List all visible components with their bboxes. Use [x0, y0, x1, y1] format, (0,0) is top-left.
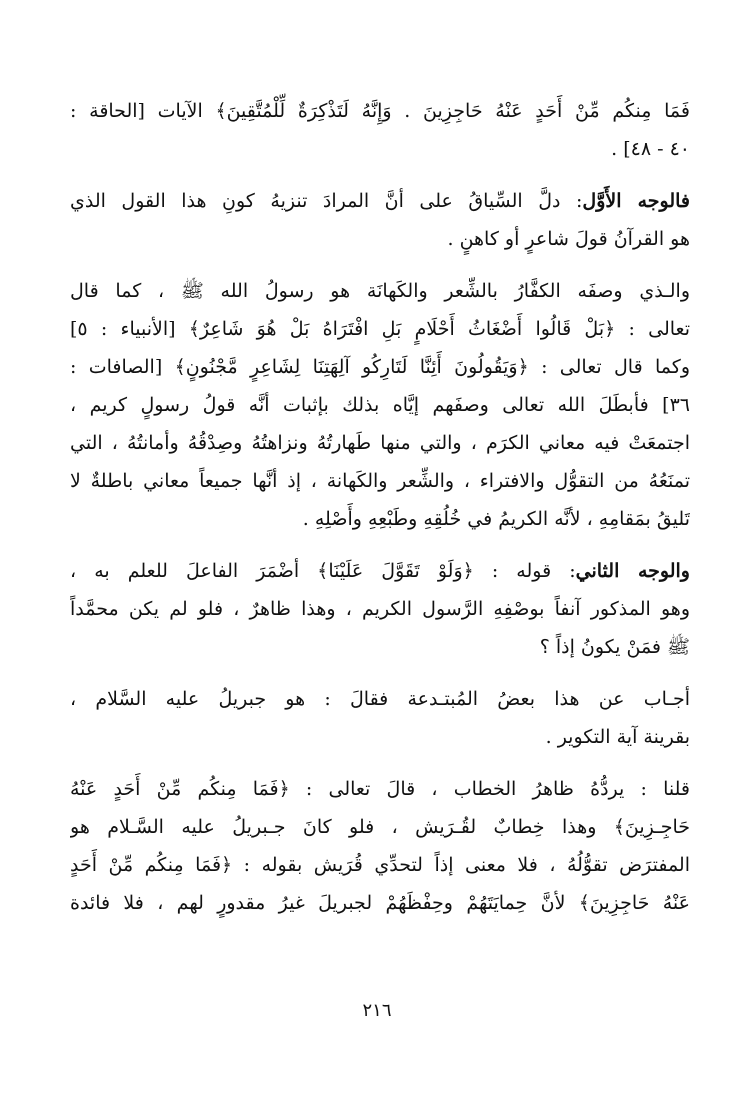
- paragraph-first-aspect: [70, 182, 690, 258]
- text-line: حَاجِـزِينَ﴾ وهذا خِطابٌ لقُـرَيش ، فلو كانَ جـبريلُ عليه السَّـلام هو: [70, 816, 690, 838]
- text-line: والـذي وصفَه الكفَّارُ بالشِّعر والكَهانَة هو رسولُ الله ﷺ ، كما قال: [70, 280, 690, 302]
- text-run: : دلَّ السِّياقُ على أنَّ المرادَ تنزيهُ كونِ هذا القول الذي: [70, 190, 583, 212]
- text-line: المفترَض تقوُّلُهُ ، فلا معنى إذاً لتحدِّي قُرَيش بقوله : ﴿فَمَا مِنكُم مِّنْ أَحَدٍ: [70, 854, 690, 876]
- text-line: تمنَعُهُ من التقوُّل والافتراء ، والشِّعر والكَهانة ، إذ أنَّها جميعاً معاني باطلةٌ لا: [70, 470, 690, 492]
- paragraph-heading: والوجه الثاني: [575, 560, 690, 582]
- paragraph-heading: فالوجه الأَوَّل: [582, 190, 690, 212]
- text-line: تعالى : ﴿بَلْ قَالُوا أَضْغَاثُ أَحْلَامٍ بَلِ افْتَرَاهُ بَلْ هُوَ شَاعِرٌ﴾ [الأنبياء : ٥]: [70, 318, 690, 340]
- text-run: : قوله : ﴿وَلَوْ تَقَوَّلَ عَلَيْنَا﴾ أضْمَرَ الفاعلَ للعلم به ،: [70, 560, 576, 582]
- text-line: ٤٠ - ٤٨] .: [611, 138, 690, 160]
- text-line: اجتمعَتْ فيه معاني الكرَم ، والتي منها طَهارتُهُ ونزاهتُهُ وصِدْقُهُ وأمانتُهُ ، التي: [70, 432, 690, 454]
- paragraph-second-aspect: [70, 552, 690, 666]
- text-line: [70, 552, 690, 590]
- text-line: ٣٦] فأبطَلَ الله تعالى وصفَهم إيَّاه بذلك بإثبات أنَّه قولُ رسولٍ كريم ،: [70, 394, 690, 416]
- text-line: هو القرآنُ قولَ شاعرٍ أو كاهنٍ .: [447, 228, 690, 250]
- page-body: [70, 92, 690, 922]
- page-number: ٢١٦: [362, 1000, 392, 1021]
- paragraph-innovators-answer: [70, 680, 690, 756]
- text-line: بقرينة آية التكوير .: [545, 726, 690, 748]
- text-line: قلنا : يردُّهُ ظاهرُ الخطاب ، قالَ تعالى : ﴿فَمَا مِنكُم مِّنْ أَحَدٍ عَنْهُ: [70, 778, 690, 800]
- text-line: عَنْهُ حَاجِزِينَ﴾ لأنَّ حِمايَتَهُمْ وحِفْظَهُمْ لجبريلَ غيرُ مقدورٍ لهم ، فلا فائدة: [70, 892, 690, 914]
- text-line: [70, 182, 690, 220]
- text-line: تَليقُ بمَقامِهِ ، لأنَّه الكريمُ في خُلُقِهِ وطَبْعِهِ وأَصْلِهِ .: [302, 508, 690, 530]
- paragraph-quran-citation: [70, 92, 690, 168]
- text-line: وهو المذكور آنفاً بوصْفِهِ الرَّسول الكريم ، وهذا ظاهرٌ ، فلو لم يكن محمَّداً: [70, 598, 690, 620]
- paragraph-disbelievers-description: [70, 272, 690, 538]
- text-line: وكما قال تعالى : ﴿وَيَقُولُونَ أَئِنَّا لَتَارِكُو آلِهَتِنَا لِشَاعِرٍ مَّجْنُونٍ﴾ [الصافات :: [70, 356, 690, 378]
- text-line: أجـاب عن هذا بعضُ المُبتـدعة فقالَ : هو جبريلُ عليه السَّلام ،: [70, 688, 690, 710]
- text-line: فَمَا مِنكُم مِّنْ أَحَدٍ عَنْهُ حَاجِزِينَ . وَإِنَّهُ لَتَذْكِرَةٌ لِّلْمُتَّقِينَ﴾ الآيات [الحاقة :: [70, 100, 690, 122]
- paragraph-rebuttal: [70, 770, 690, 922]
- text-line: ﷺ فمَنْ يكونُ إذاً ؟: [539, 636, 690, 658]
